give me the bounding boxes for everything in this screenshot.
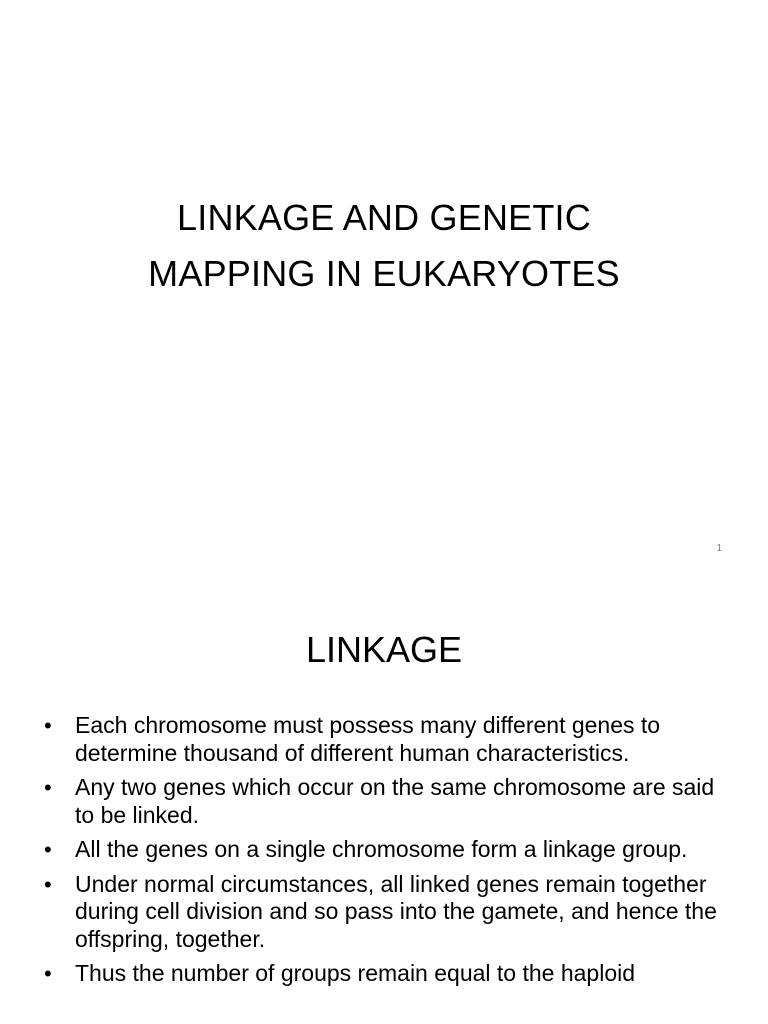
bullet-icon: • [44, 871, 52, 897]
bullet-list [44, 712, 724, 995]
bullet-item [44, 712, 724, 767]
bullet-item [44, 871, 724, 954]
bullet-item [44, 774, 724, 829]
bullet-icon: • [44, 775, 52, 800]
bullet-text: Under normal circumstances, all linked genes remain together during cell division and so pass into the gamete, and hence the offspring, together. [75, 870, 717, 952]
page-number: 1 [716, 543, 722, 554]
bullet-text: Thus the number of groups remain equal to the haploid [75, 960, 636, 986]
bullet-item [44, 960, 724, 988]
bullet-text: Each chromosome must possess many different genes to determine thousand of different human characteristics. [75, 712, 661, 766]
bullet-item [44, 836, 724, 864]
slide-2 [0, 576, 768, 1024]
bullet-icon: • [44, 713, 52, 738]
slide-1-title [0, 190, 768, 302]
slide-1-title-line-2: MAPPING IN EUKARYOTES [148, 253, 620, 294]
bullet-icon: • [44, 837, 52, 862]
bullet-text: All the genes on a single chromosome form a linkage group. [75, 836, 688, 862]
bullet-icon: • [44, 961, 52, 986]
slide-2-title: LINKAGE [305, 629, 463, 670]
bullet-text: Any two genes which occur on the same chromosome are said to be linked. [75, 774, 715, 828]
slide-1-title-line-1: LINKAGE AND GENETIC [177, 197, 591, 238]
